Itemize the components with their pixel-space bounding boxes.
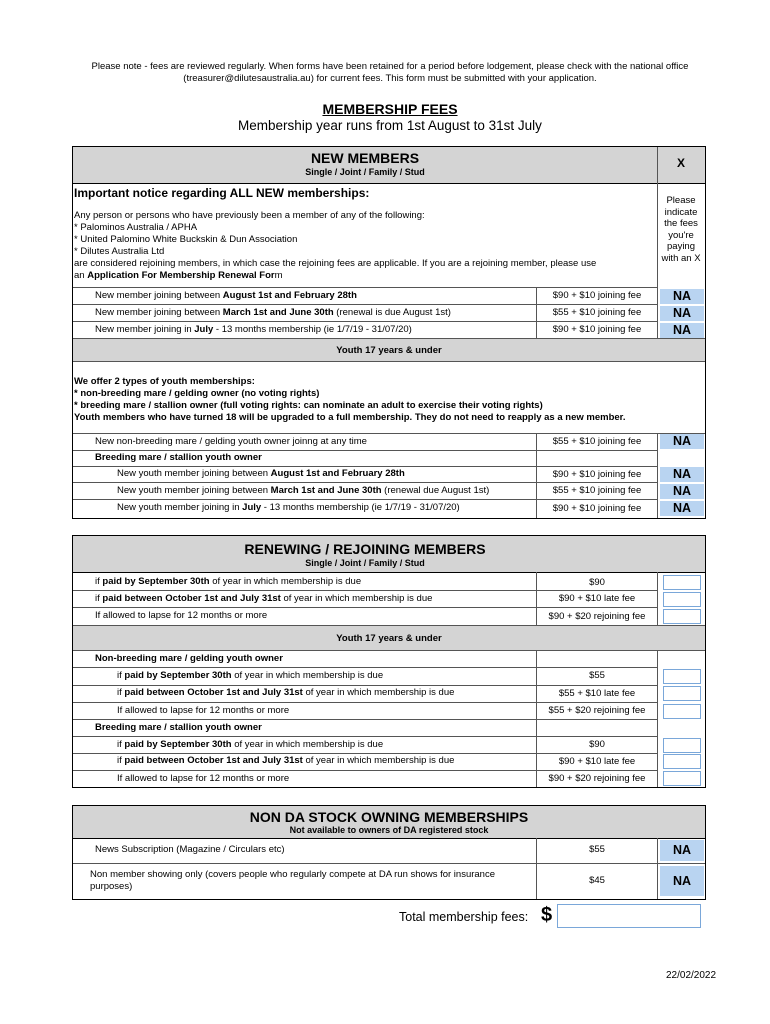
youth-fee-2: $55 + $10 joining fee (552, 485, 642, 496)
renew-mark-input-3[interactable] (663, 609, 701, 624)
new-members-subtitle: Single / Joint / Family / Stud (305, 167, 425, 177)
new-member-row-1: New member joining between August 1st and February 28th (95, 290, 357, 301)
youth-row-2: New youth member joining between March 1st and June 30th (renewal due August 1st) (117, 485, 490, 496)
showing-only-fee: $45 (589, 875, 605, 886)
fees-note: Please note - fees are reviewed regularly. When forms have been retained for a period before lodgement, please check with the national office (treasurer@dilutesaustralia.au) for current fees. This form must be submitted with your application. (91, 61, 689, 84)
renew-row-1: if paid by September 30th of year in which membership is due (95, 576, 362, 587)
nonbreeding-mark-input-2[interactable] (663, 686, 701, 701)
breeding-fee-2: $90 + $10 late fee (558, 756, 636, 767)
renew-fee-1: $90 (589, 577, 605, 588)
na-mark: NA (660, 840, 704, 861)
news-subscription-fee: $55 (589, 844, 605, 855)
youth-nonbreeding-fee: $55 + $10 joining fee (552, 436, 642, 447)
na-mark: NA (660, 467, 704, 482)
youth-fee-1: $90 + $10 joining fee (552, 469, 642, 480)
new-member-row-2: New member joining between March 1st and June 30th (renewal is due August 1st) (95, 307, 451, 318)
na-mark: NA (660, 306, 704, 321)
renew-youth-header: Youth 17 years & under (336, 633, 442, 644)
breeding-mark-input-3[interactable] (663, 771, 701, 786)
breeding-label: Breeding mare / stallion youth owner (95, 722, 262, 733)
renewing-subtitle: Single / Joint / Family / Stud (305, 558, 425, 568)
youth-fee-3: $90 + $10 joining fee (552, 503, 642, 514)
indicate-instructions: Please indicate the fees you're paying with an X (661, 195, 701, 264)
total-label: Total membership fees: (399, 910, 529, 924)
na-mark: NA (660, 484, 704, 499)
na-mark: NA (660, 323, 704, 338)
nonbreeding-label: Non-breeding mare / gelding youth owner (95, 653, 283, 664)
youth-breeding-label: Breeding mare / stallion youth owner (95, 452, 262, 463)
youth-header: Youth 17 years & under (336, 345, 442, 356)
youth-notice: We offer 2 types of youth memberships: * non-breeding mare / gelding owner (no voting rights) * breeding mare / stallion owner (full voting rights: can nominate an adult to exercise their voting rights) Youth members who have turned 18 will be upgraded to a full membership. They do not need to reapply as a new member. (74, 376, 626, 423)
na-mark: NA (660, 866, 704, 896)
non-da-subtitle: Not available to owners of DA registered stock (289, 825, 489, 835)
renew-mark-input-2[interactable] (663, 592, 701, 607)
renew-fee-3: $90 + $20 rejoining fee (548, 611, 646, 622)
renew-row-2: if paid between October 1st and July 31st of year in which membership is due (95, 593, 433, 604)
total-fees-input[interactable] (557, 904, 701, 928)
nonbreeding-mark-input-3[interactable] (663, 704, 701, 719)
youth-row-1: New youth member joining between August 1st and February 28th (117, 468, 405, 479)
showing-only-row: Non member showing only (covers people who regularly compete at DA run shows for insurance purposes) (90, 869, 496, 892)
nonbreeding-row-1: if paid by September 30th of year in which membership is due (117, 670, 384, 681)
nonbreeding-fee-2: $55 + $10 late fee (558, 688, 636, 699)
breeding-row-1: if paid by September 30th of year in which membership is due (117, 739, 384, 750)
nonbreeding-row-3: If allowed to lapse for 12 months or more (117, 705, 290, 716)
youth-nonbreeding-row: New non-breeding mare / gelding youth owner joinng at any time (95, 436, 367, 447)
na-mark: NA (660, 289, 704, 304)
notice-text: Any person or persons who have previously been a member of any of the following: * Palominos Australia / APHA * United Palomino White Buckskin & Dun Association * Dilutes Australia Ltd are considered rejoining members, in which case the rejoining fees are applicable. If you are a rejoining member, please use an Application For Membership Renewal Form (74, 210, 597, 281)
renewing-title: RENEWING / REJOINING MEMBERS (244, 541, 486, 557)
form-date: 22/02/2022 (666, 970, 717, 981)
notice-heading: Important notice regarding ALL NEW memberships: (74, 186, 370, 200)
breeding-fee-3: $90 + $20 rejoining fee (548, 773, 646, 784)
new-member-fee-1: $90 + $10 joining fee (552, 290, 642, 301)
renew-fee-2: $90 + $10 late fee (558, 593, 636, 604)
breeding-row-2: if paid between October 1st and July 31st of year in which membership is due (117, 755, 455, 766)
na-mark: NA (660, 501, 704, 516)
renew-mark-input-1[interactable] (663, 575, 701, 590)
nonbreeding-row-2: if paid between October 1st and July 31st of year in which membership is due (117, 687, 455, 698)
x-column-header: X (676, 156, 685, 170)
news-subscription-row: News Subscription (Magazine / Circulars etc) (95, 844, 285, 855)
currency-symbol: $ (541, 904, 553, 926)
breeding-mark-input-2[interactable] (663, 754, 701, 769)
nonbreeding-fee-1: $55 (589, 670, 605, 681)
breeding-mark-input-1[interactable] (663, 738, 701, 753)
breeding-row-3: If allowed to lapse for 12 months or more (117, 773, 290, 784)
page-subtitle: Membership year runs from 1st August to 31st July (238, 118, 542, 133)
new-members-title: NEW MEMBERS (310, 150, 420, 166)
new-member-fee-2: $55 + $10 joining fee (552, 307, 642, 318)
youth-row-3: New youth member joining in July - 13 months membership (ie 1/7/19 - 31/07/20) (117, 502, 460, 513)
new-member-fee-3: $90 + $10 joining fee (552, 324, 642, 335)
nonbreeding-fee-3: $55 + $20 rejoining fee (548, 705, 646, 716)
non-da-title: NON DA STOCK OWNING MEMBERSHIPS (249, 809, 529, 825)
renew-row-3: If allowed to lapse for 12 months or more (95, 610, 268, 621)
new-member-row-3: New member joining in July - 13 months membership (ie 1/7/19 - 31/07/20) (95, 324, 412, 335)
nonbreeding-mark-input-1[interactable] (663, 669, 701, 684)
page-title: MEMBERSHIP FEES (322, 101, 458, 117)
breeding-fee-1: $90 (589, 739, 605, 750)
na-mark: NA (660, 434, 704, 449)
